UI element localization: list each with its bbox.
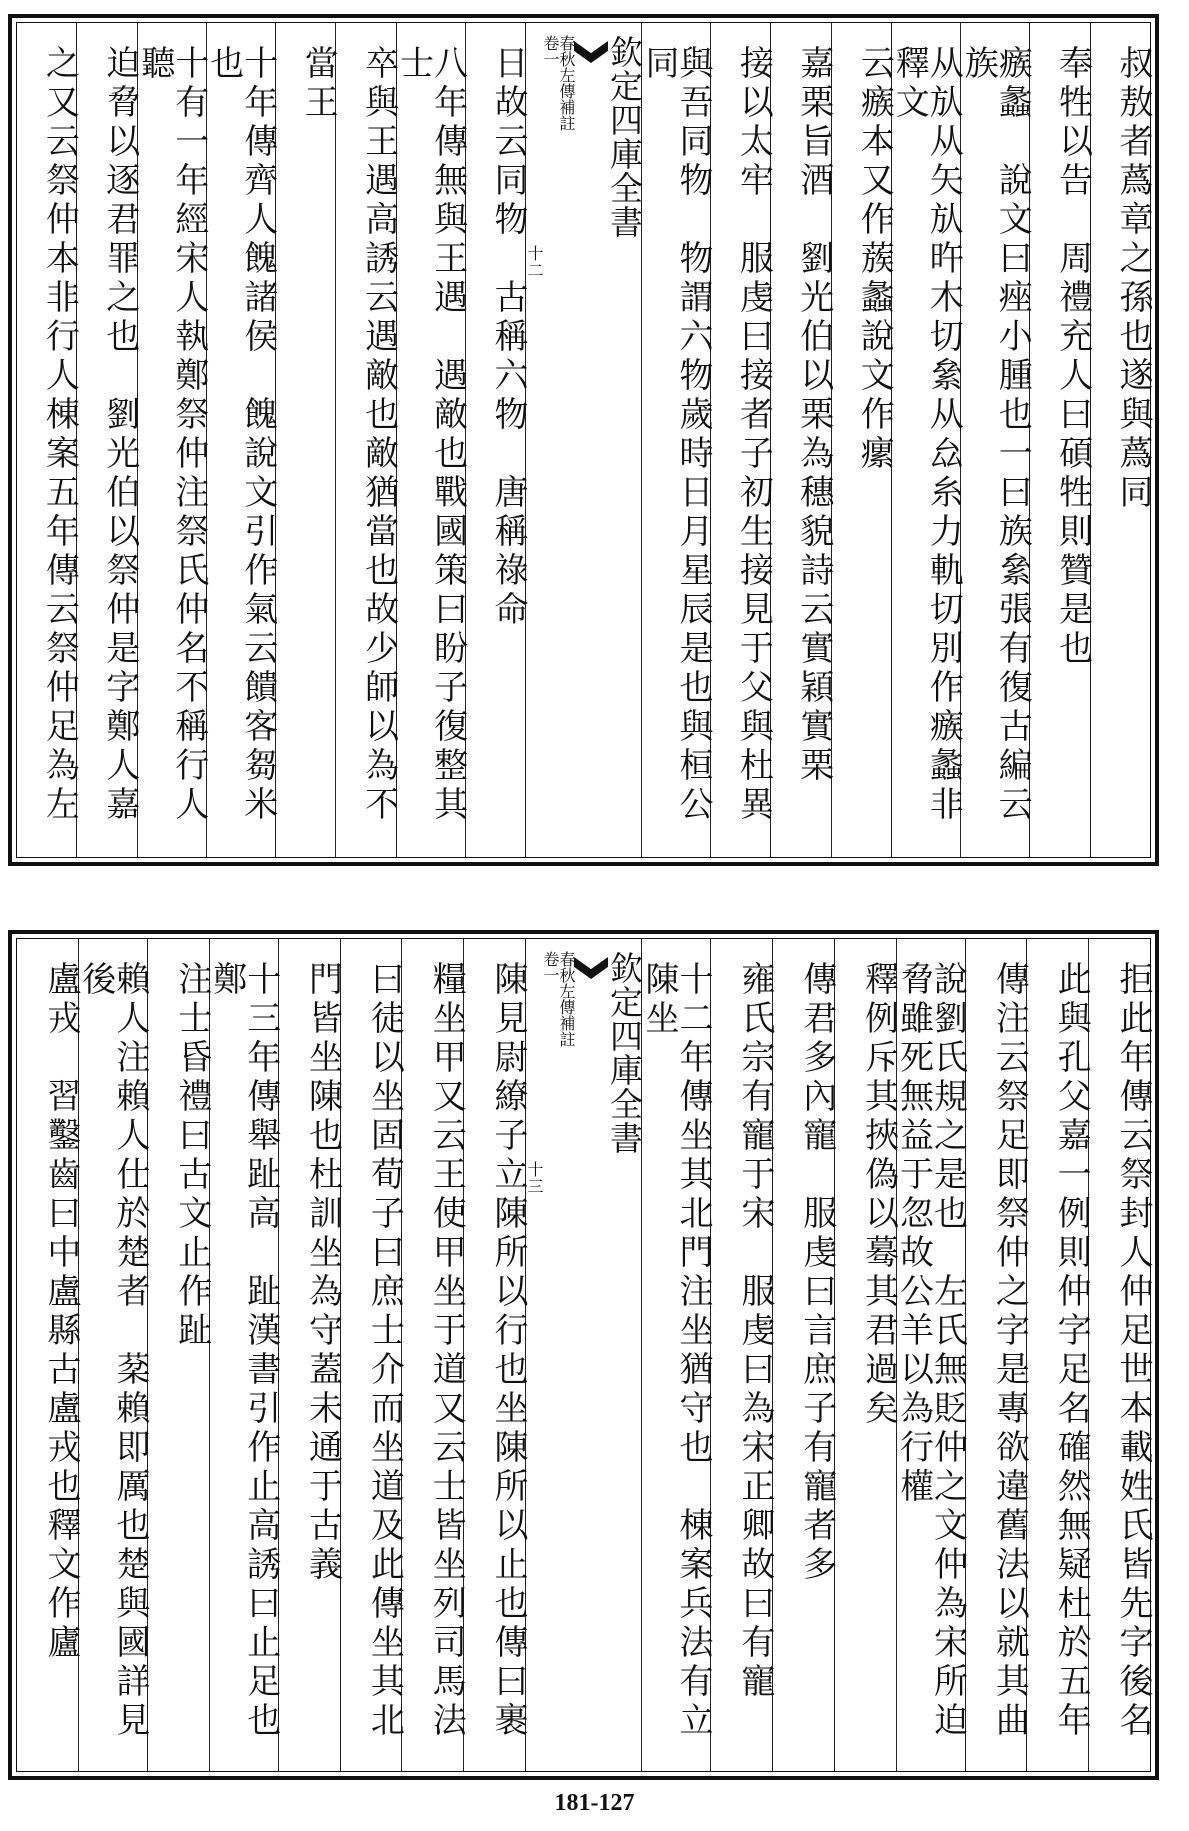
text-column: 說劉氏規之是也 左氏無貶仲之文仲為宋所迫脅雖死無益于忽故公羊以為行權 bbox=[896, 939, 965, 1771]
text-column: 八年傳無與王遇 遇敵也戰國策曰盼子復整其士 bbox=[396, 23, 465, 857]
text-column: 門皆坐陳也杜訓坐為守蓋未通于古義 bbox=[278, 939, 340, 1771]
text-column: 糧坐甲又云王使甲坐于道又云士皆坐列司馬法 bbox=[401, 939, 463, 1771]
fold-page-number: 十三 bbox=[525, 1161, 545, 1195]
fold-page-number: 十二 bbox=[524, 245, 544, 279]
text-column: 十年傳齊人餽諸侯 餽說文引作氣云饋客芻米也 bbox=[206, 23, 275, 857]
fold-header: 欽定四庫全書 bbox=[605, 951, 645, 1155]
text-column: 當王 bbox=[275, 23, 335, 857]
text-column: 釋例斥其挾偽以蓦其君過矣 bbox=[834, 939, 896, 1771]
text-column: 傳君多內寵 服虔曰言庶子有寵者多 bbox=[772, 939, 834, 1771]
text-column: 與吾同物 物謂六物歲時日月星辰是也與桓公同 bbox=[641, 23, 710, 857]
page-footer-number: 181-127 bbox=[554, 1790, 635, 1816]
fold-title: 春秋左傳補註 bbox=[556, 35, 576, 131]
text-column: 云瘯本又作蔟蠡說文作瘰 bbox=[831, 23, 891, 857]
text-column: 嘉栗旨酒 劉光伯以栗為穗貌詩云實穎實栗 bbox=[770, 23, 830, 857]
text-column: 十三年傳舉趾高 趾漢書引作止高誘曰止足也鄭 bbox=[209, 939, 278, 1771]
text-column: 注士昏禮曰古文止作趾 bbox=[147, 939, 209, 1771]
text-column: 瘯蠡 說文曰痤小腫也一曰族絫張有復古編云族 bbox=[960, 23, 1029, 857]
text-column: 曰徒以坐固荀子曰庶士介而坐道及此傳坐其北 bbox=[340, 939, 402, 1771]
text-column: 奉牲以告 周禮充人曰碩牲則贊是也 bbox=[1029, 23, 1089, 857]
top-page bbox=[8, 14, 1159, 866]
text-column: 从㫃从矢㫃旿木切絫从厽糸力軌切別作瘯蠡非釋文 bbox=[891, 23, 960, 857]
text-column: 接以太牢 服虔曰接者子初生接見于父與杜異 bbox=[710, 23, 770, 857]
bottom-page-frame bbox=[16, 938, 1151, 1772]
text-column: 卒與王遇高誘云遇敵也敵猶當也故少師以為不 bbox=[335, 23, 395, 857]
text-column: 叔敖者蔿章之孫也遂與蔿同 bbox=[1090, 23, 1150, 857]
fishtail-mark-icon bbox=[574, 41, 608, 63]
bottom-page bbox=[8, 930, 1159, 1780]
text-column: 十二年傳坐其北門注坐猶守也 棟案兵法有立陳坐 bbox=[641, 939, 710, 1771]
fold-volume: 卷一 bbox=[540, 35, 560, 67]
bottom-columns bbox=[17, 939, 1153, 1771]
text-column: 盧戎 習鑿齒曰中盧縣古盧戎也釋文作廬 bbox=[40, 961, 81, 1663]
text-column: 之又云祭仲本非行人棟案五年傳云祭仲足為左 bbox=[39, 45, 80, 825]
center-fold-column bbox=[524, 23, 644, 857]
top-columns bbox=[17, 23, 1153, 857]
text-column: 十有一年經宋人執鄭祭仲注祭氏仲名不稱行人聽 bbox=[137, 23, 206, 857]
fold-volume: 卷一 bbox=[541, 951, 561, 983]
text-column: 日故云同物 古稱六物 唐稱祿命 bbox=[465, 23, 525, 857]
text-column: 傳注云祭足即祭仲之字是專欲違舊法以就其曲 bbox=[965, 939, 1027, 1771]
center-fold-column bbox=[525, 939, 645, 1771]
text-column: 陳見尉繚子立陳所以行也坐陳所以止也傳曰裹 bbox=[463, 939, 525, 1771]
fishtail-mark-icon bbox=[574, 957, 608, 979]
text-column: 迫脅以逐君罪之也 劉光伯以祭仲是字鄭人嘉 bbox=[76, 23, 136, 857]
text-column: 此與孔父嘉一例則仲字足名確然無疑杜於五年 bbox=[1026, 939, 1088, 1771]
text-column: 雍氏宗有寵于宋 服虔曰為宋正卿故曰有寵 bbox=[710, 939, 772, 1771]
text-column: 賴人注賴人仕於楚者 棻賴即厲也楚與國詳見後 bbox=[78, 939, 147, 1771]
text-column: 拒此年傳云祭封人仲足世本載姓氏皆先字後名 bbox=[1088, 939, 1150, 1771]
top-page-frame bbox=[16, 22, 1151, 858]
fold-header: 欽定四庫全書 bbox=[604, 35, 644, 239]
fold-title: 春秋左傳補註 bbox=[557, 951, 577, 1047]
